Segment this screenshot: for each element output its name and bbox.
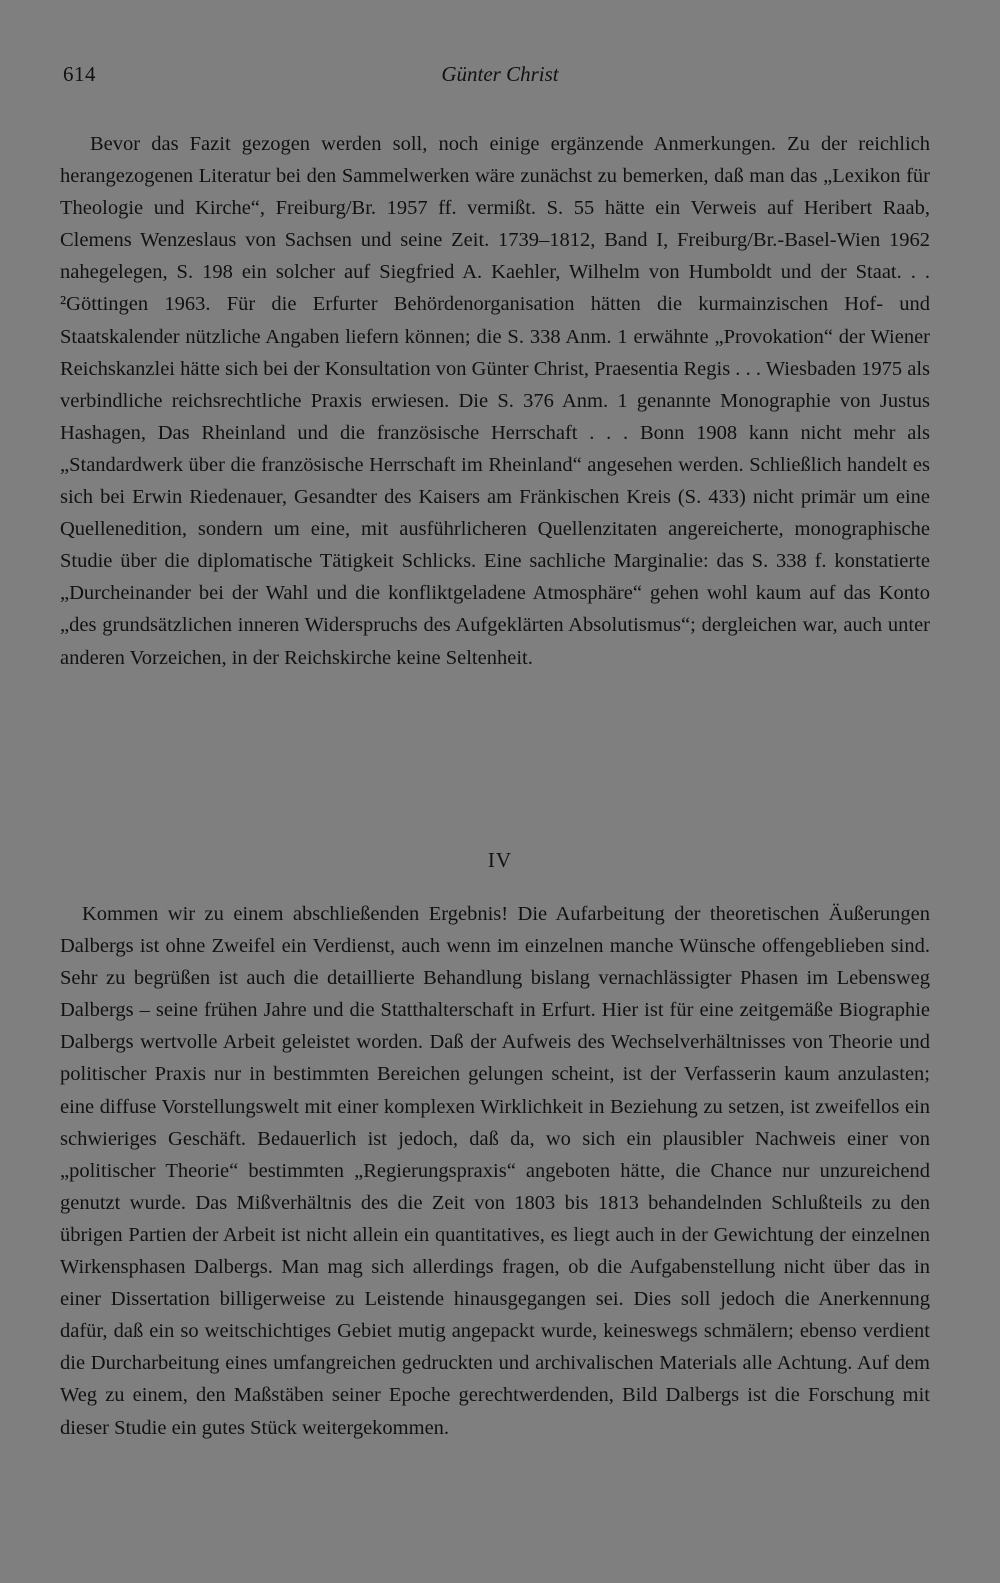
section-heading: IV (487, 848, 513, 872)
running-head-author: Günter Christ (441, 62, 559, 86)
page-number: 614 (63, 62, 96, 86)
running-head (0, 58, 1000, 92)
body-paragraph-literature-notes: Bevor das Fazit gezogen werden soll, noch einige ergänzende Anmerkungen. Zu der reichlich herangezogenen Literatur bei den Sammelwerken wäre zunächst zu bemerken, daß man das „Lexikon für Theologie und Kirche“, Freiburg/Br. 1957 ff. vermißt. S. 55 hätte ein Verweis auf Heribert Raab, Clemens Wenzeslaus von Sachsen und seine Zeit. 1739–1812, Band I, Freiburg/Br.-Basel-Wien 1962 nahegelegen, S. 198 ein solcher auf Siegfried A. Kaehler, Wilhelm von Humboldt und der Staat. . . ²Göttingen 1963. Für die Erfurter Behördenorganisation hätten die kurmainzischen Hof- und Staatskalender nützliche Angaben liefern können; die S. 338 Anm. 1 erwähnte „Provokation“ der Wiener Reichskanzlei hätte sich bei der Konsultation von Günter Christ, Praesentia Regis . . . Wiesbaden 1975 als verbindliche reichsrechtliche Praxis erwiesen. Die S. 376 Anm. 1 genannte Monographie von Justus Hashagen, Das Rheinland und die französische Herrschaft . . . Bonn 1908 kann nicht mehr als „Standardwerk über die französische Herrschaft im Rheinland“ angesehen werden. Schließlich handelt es sich bei Erwin Riedenauer, Gesandter des Kaisers am Fränkischen Kreis (S. 433) nicht primär um eine Quellenedition, sondern um eine, mit ausführlicheren Quellenzitaten angereicherte, monographische Studie über die diplomatische Tätigkeit Schlicks. Eine sachliche Marginalie: das S. 338 f. konstatierte „Durcheinander bei der Wahl und die konfliktgeladene Atmosphäre“ gehen wohl kaum auf das Konto „des grundsätzlichen inneren Widerspruchs des Aufgeklärten Absolutismus“; dergleichen war, auch unter anderen Vorzeichen, in der Reichskirche keine Seltenheit. (60, 133, 930, 669)
body-paragraph-conclusion: Kommen wir zu einem abschließenden Ergebnis! Die Aufarbeitung der theoretischen Äußerungen Dalbergs ist ohne Zweifel ein Verdienst, auch wenn im einzelnen manche Wünsche offengeblieben sind. Sehr zu begrüßen ist auch die detaillierte Behandlung bislang vernachlässigter Phasen im Lebensweg Dalbergs – seine frühen Jahre und die Statthalterschaft in Erfurt. Hier ist für eine zeitgemäße Biographie Dalbergs wertvolle Arbeit geleistet worden. Daß der Aufweis des Wechselverhältnisses von Theorie und politischer Praxis nur in bestimmten Bereichen gelungen scheint, ist der Verfasserin kaum anzulasten; eine diffuse Vorstellungswelt mit einer komplexen Wirklichkeit in Beziehung zu setzen, ist zweifellos ein schwieriges Geschäft. Bedauerlich ist jedoch, daß da, wo sich ein plausibler Nachweis einer von „politischer Theorie“ bestimmten „Regierungspraxis“ angeboten hätte, die Chance nur unzureichend genutzt wurde. Das Mißverhältnis des die Zeit von 1803 bis 1813 behandelnden Schlußteils zu den übrigen Partien der Arbeit ist nicht allein ein quantitatives, es liegt auch in der Gewichtung der einzelnen Wirkensphasen Dalbergs. Man mag sich allerdings fragen, ob die Aufgabenstellung nicht über das in einer Dissertation billigerweise zu Leistende hinausgegangen sei. Dies soll jedoch die Anerkennung dafür, daß ein so weitschichtiges Gebiet mutig angepackt wurde, keineswegs schmälern; ebenso verdient die Durcharbeitung eines umfangreichen gedruckten und archivalischen Materials alle Achtung. Auf dem Weg zu einem, den Maßstäben seiner Epoche gerechtwerdenden, Bild Dalbergs ist die Forschung mit dieser Studie ein gutes Stück weitergekommen. (60, 903, 930, 1439)
